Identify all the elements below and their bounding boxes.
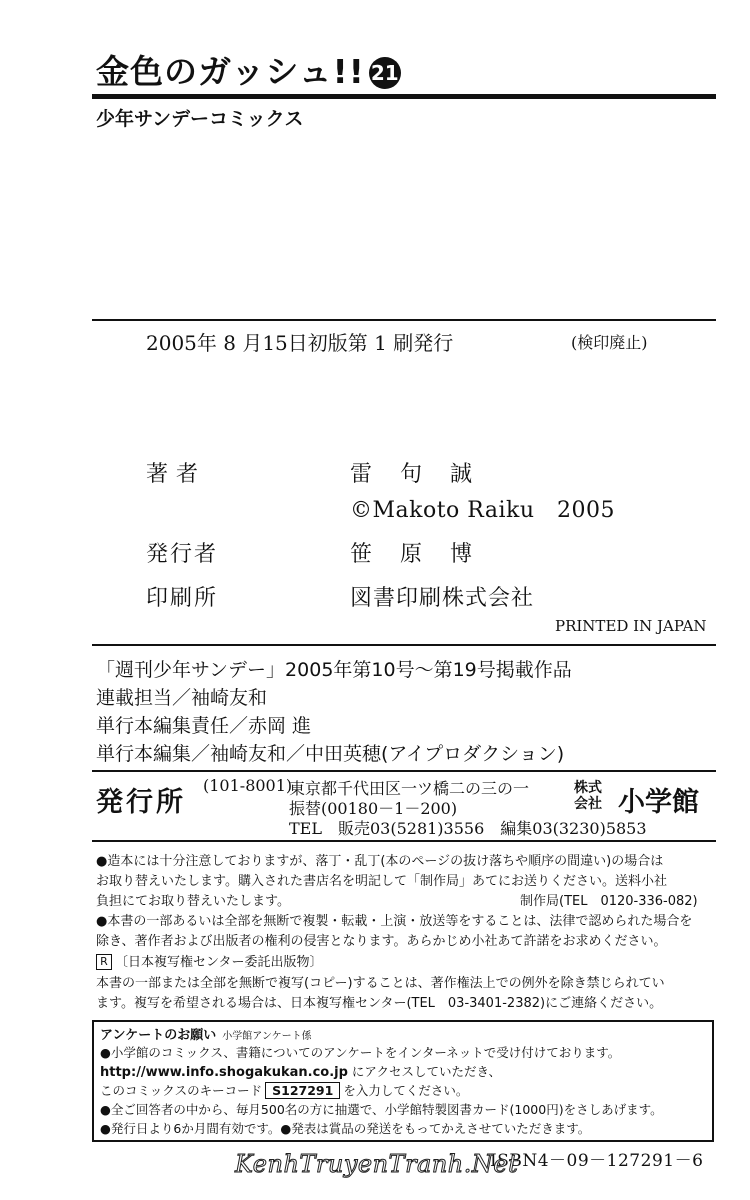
survey-line: ●小学館のコミックス、書籍についてのアンケートをインターネットで受け付けております。 [100, 1045, 621, 1060]
credit-value-issuer: 笹原博 [350, 542, 501, 567]
serial-info: 「週刊少年サンデー」2005年第10号～第19号掲載作品 [96, 659, 572, 681]
watermark: KenhTruyenTranh.Net [235, 1150, 519, 1178]
credit-label-author: 著者 [146, 462, 207, 487]
transfer-account: 振替(00180－1－200) [289, 799, 458, 818]
key-code: S127291 [265, 1082, 340, 1099]
note-line: お取り替えいたします。購入された書店名を明記して「制作局」あてにお送りください。送料小社 [96, 874, 667, 889]
note-line: ●本書の一部あるいは全部を無断で複製・転載・上演・放送等をすることは、法律で認められた場合を [96, 914, 693, 929]
key-suffix: を入力してください。 [343, 1083, 469, 1098]
publisher-tel: TEL 販売03(5281)3556 編集03(3230)5853 [289, 819, 647, 838]
note-line: ます。複写を希望される場合は、日本複写権センター(TEL 03-3401-2382)にご連絡ください。 [96, 996, 663, 1011]
volume-editors: 単行本編集／袖崎友和／中田英穂(アイプロダクション) [96, 743, 565, 765]
divider-3 [92, 770, 716, 772]
survey-line: ●発行日より6か月間有効です。●発表は賞品の発送をもってかえさせていただきます。 [100, 1121, 591, 1136]
note-line: 除き、著作者および出版者の権利の侵害となります。あらかじめ小社あて許諾をお求めください。 [96, 934, 667, 949]
survey-header [100, 1024, 312, 1043]
seal-abolished: (検印廃止) [571, 333, 648, 352]
printed-in-japan: PRINTED IN JAPAN [555, 617, 707, 635]
serial-editor: 連載担当／袖崎友和 [96, 687, 268, 709]
r-mark-icon: R [96, 954, 112, 970]
isbn: ISBN4－09－127291－6 [490, 1151, 704, 1171]
publisher-address: 東京都千代田区一ツ橋二の三の一 [289, 779, 530, 798]
jrrc-line [96, 951, 322, 970]
divider-4 [92, 840, 716, 842]
book-title [96, 46, 401, 93]
copyright-line: ©Makoto Raiku 2005 [350, 498, 616, 523]
volume-number: 21 [369, 57, 401, 89]
survey-url-suffix: にアクセスしていただき、 [351, 1064, 502, 1079]
survey-title: アンケートのお願い [100, 1028, 217, 1043]
survey-url[interactable]: http://www.info.shogakukan.co.jp [100, 1065, 348, 1080]
key-prefix: このコミックスのキーコード [100, 1083, 263, 1098]
header-rule [92, 94, 716, 99]
title-text: 金色のガッシュ!! [96, 52, 365, 91]
survey-url-line [100, 1062, 501, 1080]
corp-type-top: 株式 [574, 780, 602, 796]
credit-value-author: 雷句誠 [350, 462, 501, 487]
production-dept-tel: 制作局(TEL 0120-336-082) [520, 894, 698, 909]
note-line: 本書の一部または全部を無断で複写(コピー)することは、著作権法上での例外を除き禁じられてい [96, 976, 665, 991]
corp-type-bottom: 会社 [574, 796, 602, 812]
postal-code: (101-8001) [203, 776, 293, 795]
survey-key-line [100, 1081, 468, 1099]
imprint-label: 少年サンデーコミックス [96, 108, 304, 130]
volume-chief-editor: 単行本編集責任／赤岡 進 [96, 715, 312, 737]
note-line: ●造本には十分注意しておりますが、落丁・乱丁(本のページの抜け落ちや順序の間違い)の場合は [96, 854, 664, 869]
credit-label-printer: 印刷所 [146, 586, 219, 611]
credit-value-printer: 図書印刷株式会社 [350, 586, 535, 611]
publisher-name: 小学館 [618, 787, 699, 818]
note-line: 負担にてお取り替えいたします。 [96, 894, 290, 909]
publisher-label: 発行所 [96, 787, 186, 818]
credit-label-issuer: 発行者 [146, 542, 219, 567]
divider-2 [92, 644, 716, 646]
edition-date: 2005年 8 月15日初版第 1 刷発行 [146, 331, 454, 355]
jrrc-text: 〔日本複写権センター委託出版物〕 [115, 955, 323, 970]
survey-subtitle: 小学館アンケート係 [222, 1031, 312, 1042]
corp-type [571, 780, 605, 812]
divider-1 [92, 319, 716, 321]
survey-line: ●全ご回答者の中から、毎月500名の方に抽選で、小学館特製図書カード(1000円)をさしあげます。 [100, 1102, 663, 1117]
